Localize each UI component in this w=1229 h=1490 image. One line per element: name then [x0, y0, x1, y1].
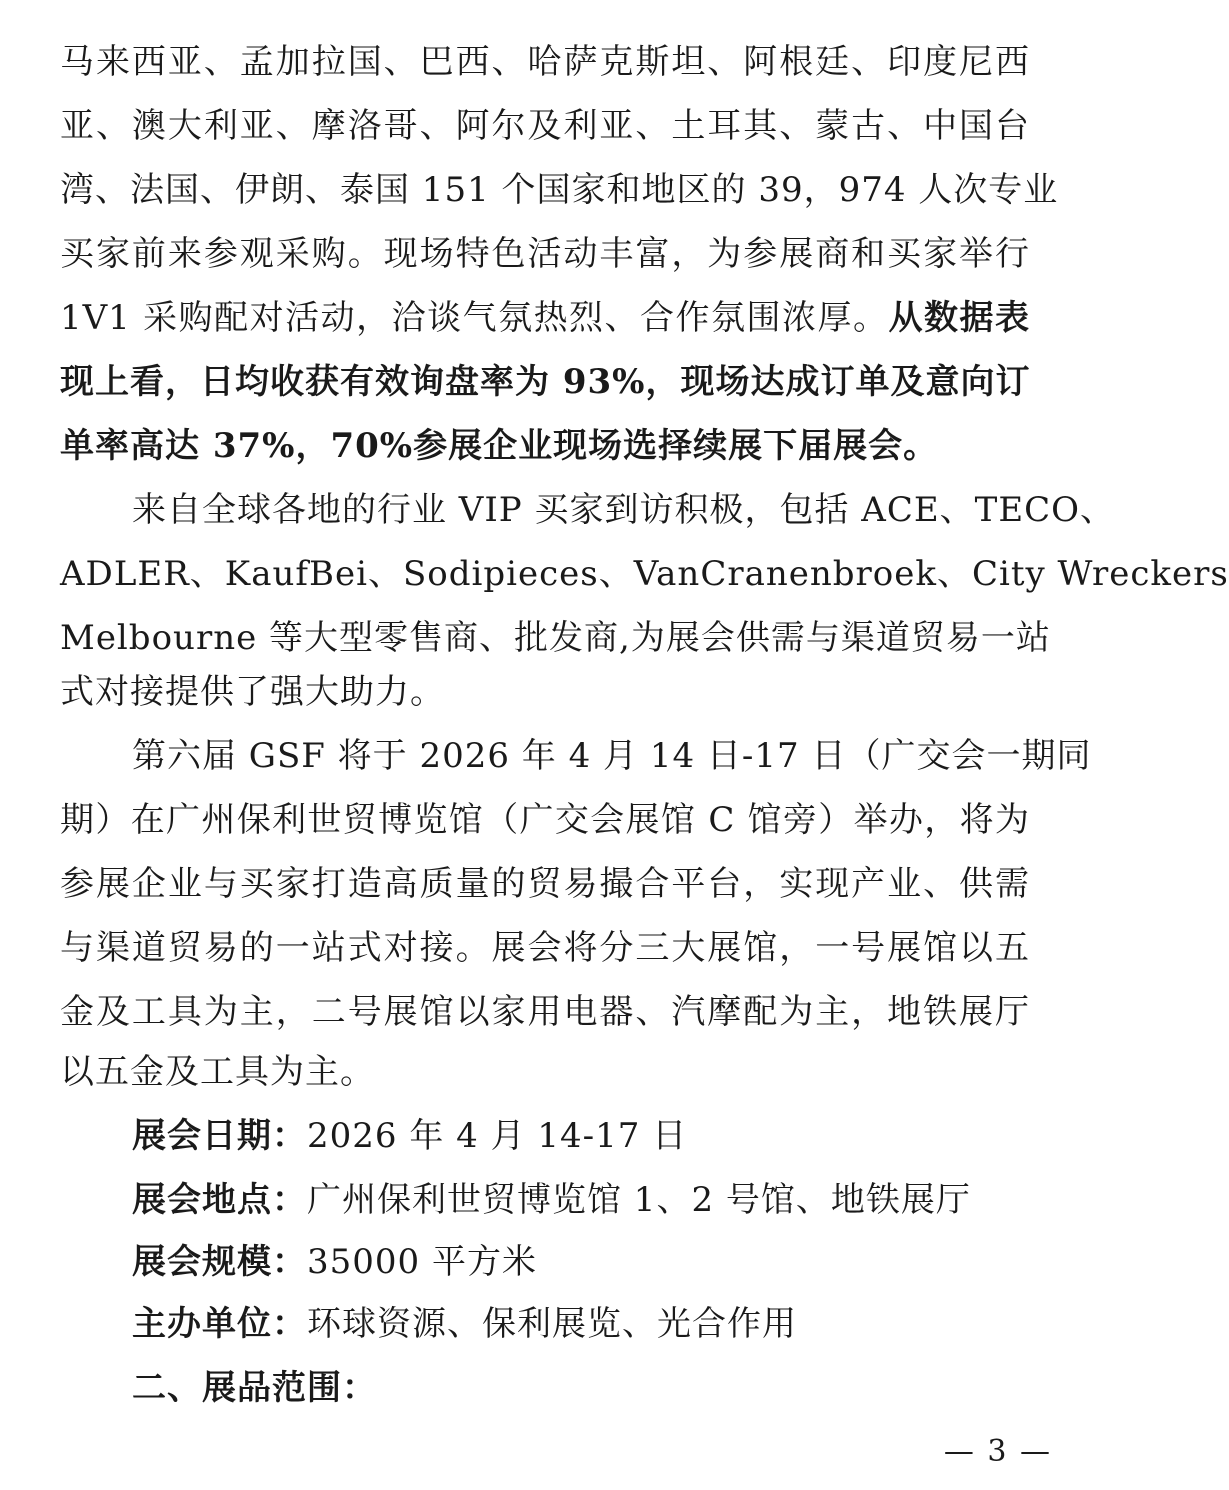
paragraph-line: 湾、法国、伊朗、泰国 151 个国家和地区的 39，974 人次专业 — [60, 170, 1059, 210]
info-scale — [132, 1230, 1030, 1294]
paragraph-line-mixed — [60, 286, 1030, 350]
paragraph-line: ADLER、KaufBei、Sodipieces、VanCranenbroek、City Wreckers — [60, 554, 1229, 594]
info-value: 2026 年 4 月 14-17 日 — [307, 1116, 688, 1156]
info-value: 环球资源、保利展览、光合作用 — [307, 1304, 797, 1344]
info-label: 展会规模： — [132, 1242, 307, 1282]
paragraph-line: 买家前来参观采购。现场特色活动丰富，为参展商和买家举行 — [60, 234, 1030, 274]
section-heading: 二、展品范围： — [132, 1368, 377, 1408]
emphasis-text: 从数据表 — [888, 298, 1031, 338]
paragraph-line: 参展企业与买家打造高质量的贸易撮合平台，实现产业、供需 — [60, 864, 1030, 904]
emphasis-line: 单率高达 37%，70%参展企业现场选择续展下届展会。 — [60, 426, 939, 466]
info-organizer — [132, 1292, 1030, 1356]
info-date — [132, 1104, 1030, 1168]
paragraph-line: 式对接提供了强大助力。 — [60, 672, 445, 712]
paragraph-line: 第六届 GSF 将于 2026 年 4 月 14 日-17 日（广交会一期同 — [132, 736, 1092, 776]
page-number: — 3 — — [943, 1434, 1052, 1469]
paragraph-text: 1V1 采购配对活动，洽谈气氛热烈、合作氛围浓厚。 — [60, 298, 889, 338]
info-label: 展会日期： — [132, 1116, 307, 1156]
info-value: 广州保利世贸博览馆 1、2 号馆、地铁展厅 — [307, 1180, 971, 1220]
paragraph-line: 来自全球各地的行业 VIP 买家到访积极，包括 ACE、TECO、 — [132, 490, 1116, 530]
paragraph-line: Melbourne 等大型零售商、批发商,为展会供需与渠道贸易一站 — [60, 618, 1051, 658]
paragraph-line: 金及工具为主，二号展馆以家用电器、汽摩配为主，地铁展厅 — [60, 992, 1030, 1032]
info-label: 展会地点： — [132, 1180, 307, 1220]
paragraph-line: 亚、澳大利亚、摩洛哥、阿尔及利亚、土耳其、蒙古、中国台 — [60, 106, 1030, 146]
paragraph-line: 与渠道贸易的一站式对接。展会将分三大展馆，一号展馆以五 — [60, 928, 1030, 968]
paragraph-line: 马来西亚、孟加拉国、巴西、哈萨克斯坦、阿根廷、印度尼西 — [60, 42, 1030, 82]
emphasis-line: 现上看，日均收获有效询盘率为 93%，现场达成订单及意向订 — [60, 362, 1031, 402]
paragraph-line: 期）在广州保利世贸博览馆（广交会展馆 C 馆旁）举办，将为 — [60, 800, 1030, 840]
info-location — [132, 1168, 1030, 1232]
info-label: 主办单位： — [132, 1304, 307, 1344]
paragraph-line: 以五金及工具为主。 — [60, 1052, 375, 1092]
info-value: 35000 平方米 — [307, 1242, 537, 1282]
